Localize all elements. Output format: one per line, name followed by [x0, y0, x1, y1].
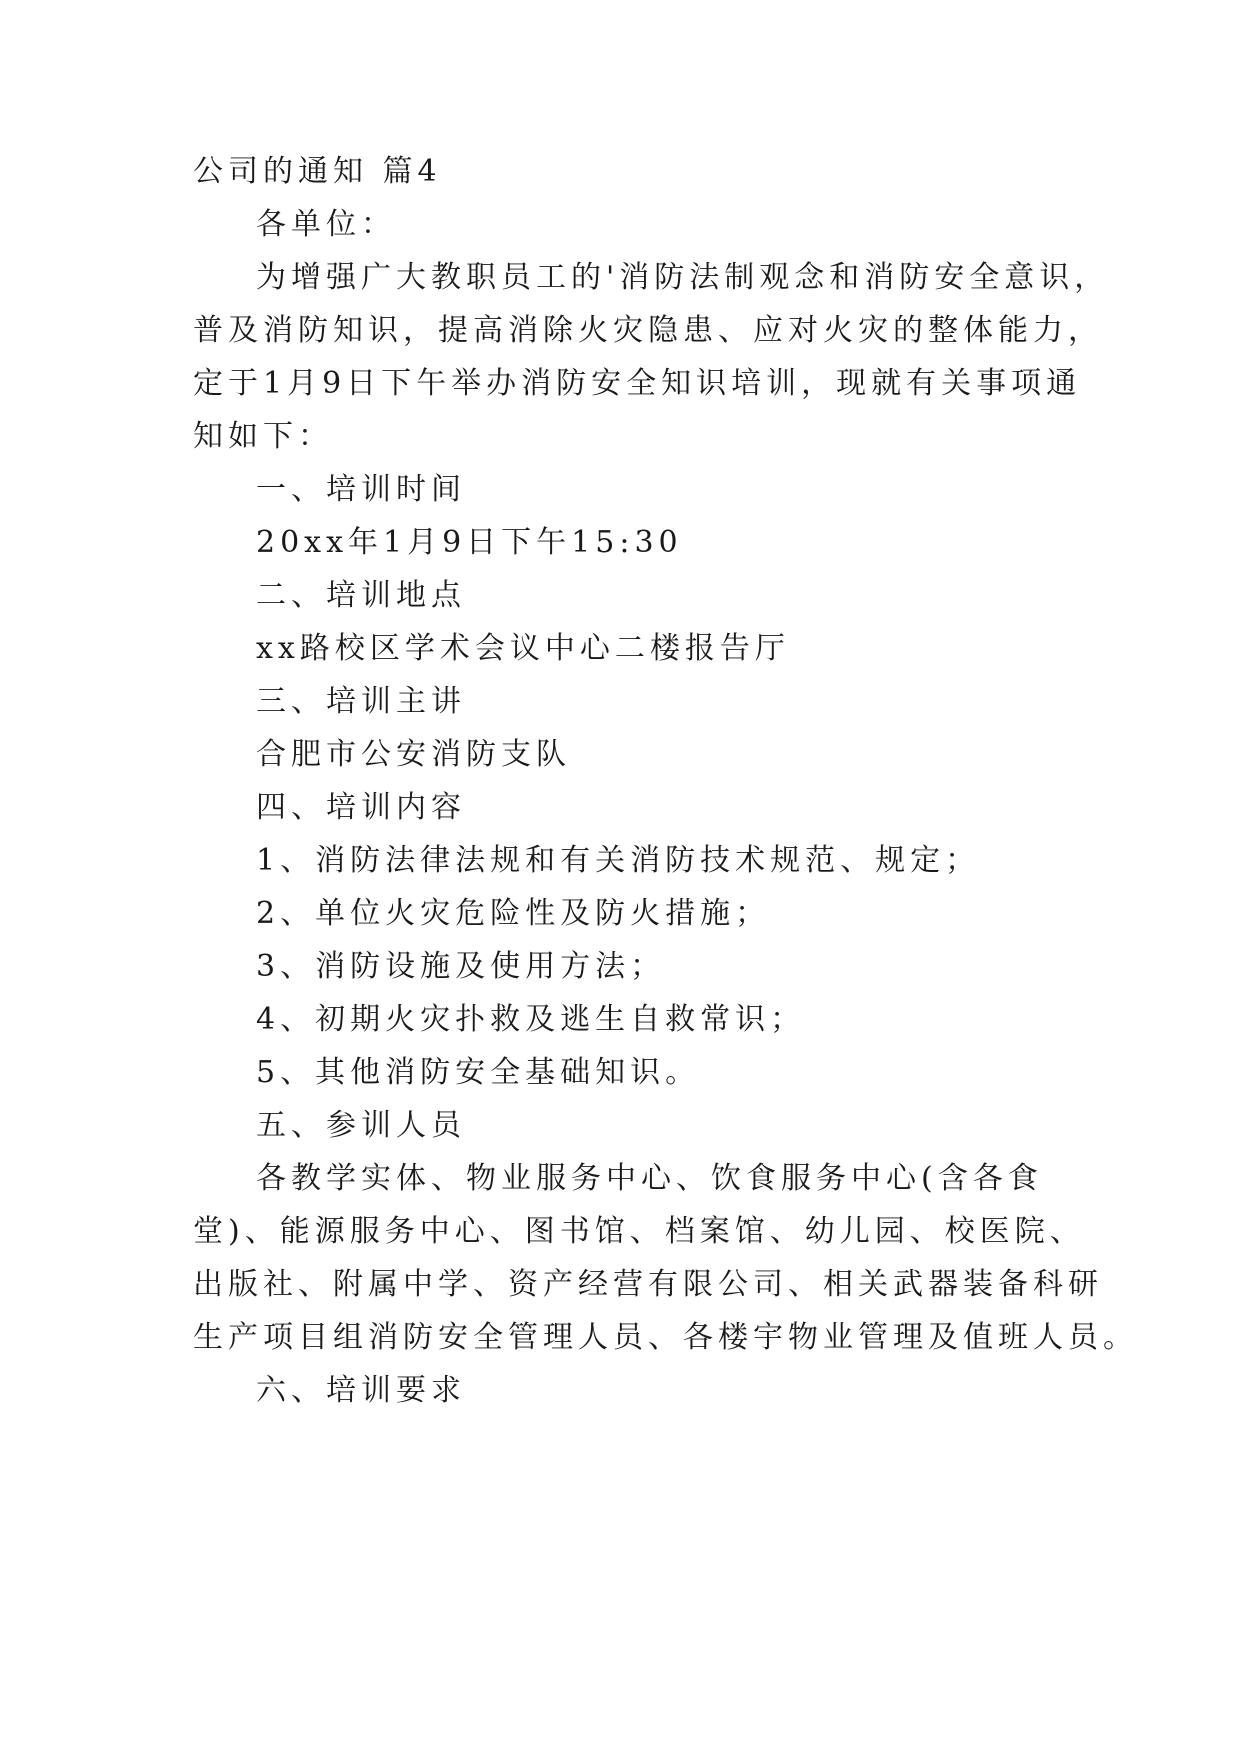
- section-value: xx路校区学术会议中心二楼报告厅: [256, 631, 790, 666]
- salutation: 各单位：: [256, 207, 396, 242]
- section-heading: 三、培训主讲: [256, 684, 466, 719]
- attendees-line: 生产项目组消防安全管理人员、各楼宇物业管理及值班人员。: [193, 1320, 1138, 1355]
- document-title: 公司的通知 篇4: [193, 154, 442, 189]
- attendees-line: 出版社、附属中学、资产经营有限公司、相关武器装备科研: [193, 1267, 1103, 1302]
- list-item: 5、其他消防安全基础知识。: [256, 1055, 701, 1090]
- intro-line: 为增强广大教职员工的'消防法制观念和消防安全意识，: [256, 260, 1110, 295]
- intro-line: 定于1月9日下午举办消防安全知识培训，现就有关事项通: [193, 366, 1082, 401]
- intro-line: 普及消防知识，提高消除火灾隐患、应对火灾的整体能力，: [193, 313, 1103, 348]
- section-heading: 四、培训内容: [256, 790, 466, 825]
- list-item: 2、单位火灾危险性及防火措施；: [256, 896, 771, 931]
- list-item: 1、消防法律法规和有关消防技术规范、规定；: [256, 843, 981, 878]
- section-heading: 一、培训时间: [256, 472, 466, 507]
- attendees-line: 各教学实体、物业服务中心、饮食服务中心(含各食: [256, 1161, 1043, 1196]
- attendees-line: 堂)、能源服务中心、图书馆、档案馆、幼儿园、校医院、: [193, 1214, 1085, 1249]
- section-heading: 六、培训要求: [256, 1373, 466, 1408]
- section-heading: 二、培训地点: [256, 578, 466, 613]
- section-value: 合肥市公安消防支队: [256, 737, 571, 772]
- list-item: 4、初期火灾扑救及逃生自救常识；: [256, 1002, 806, 1037]
- list-item: 3、消防设施及使用方法；: [256, 949, 666, 984]
- section-heading: 五、参训人员: [256, 1108, 466, 1143]
- intro-line: 知如下：: [193, 419, 333, 454]
- section-value: 20xx年1月9日下午15:30: [256, 525, 683, 560]
